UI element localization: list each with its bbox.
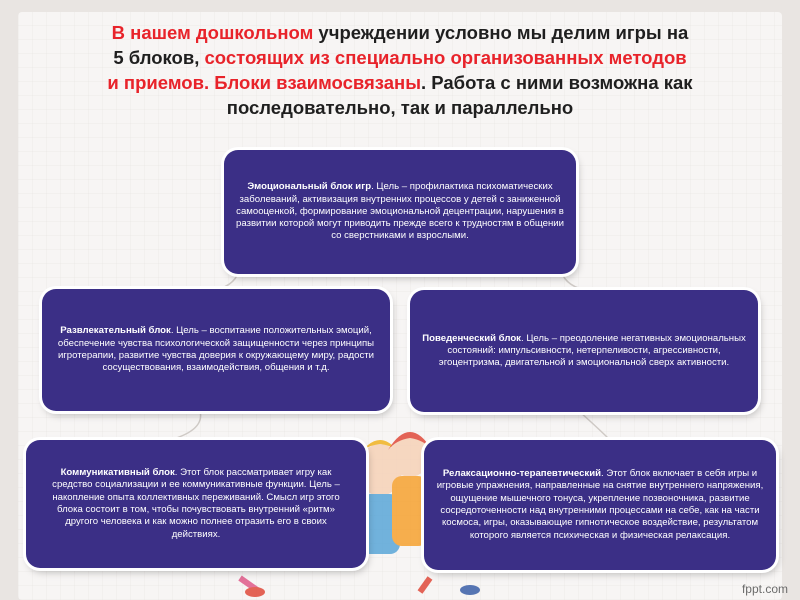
title-part4-black: последовательно, так и параллельно xyxy=(226,97,574,118)
slide-title xyxy=(40,20,760,120)
relaxation-block xyxy=(424,440,776,570)
behavioral-block-text: . Цель – преодоление негативных эмоциональных состояний: импульсивности, нетерпеливости, агрессивности, эгоцентризма, двигательной и эмоциональной сверх активности. xyxy=(438,332,746,369)
emotional-block xyxy=(224,150,576,274)
relaxation-block-name: Релаксационно-терапевтический xyxy=(442,468,602,480)
title-part1-black: учреждении условно мы делим игры на xyxy=(313,22,689,43)
behavioral-block-name: Поведенческий блок xyxy=(422,332,521,344)
watermark: fppt.com xyxy=(741,582,788,596)
behavioral-block xyxy=(410,290,758,412)
title-part3-black: . Работа с ними возможна как xyxy=(421,72,693,93)
title-part1-red: В нашем дошкольном xyxy=(111,22,314,43)
title-part3-red: и приемов. Блоки взаимосвязаны xyxy=(107,72,422,93)
title-part2-red: состоящих из специально организованных методов xyxy=(204,47,687,68)
communicative-block xyxy=(26,440,366,568)
title-part2-black: 5 блоков, xyxy=(113,47,205,68)
relaxation-block-text: . Этот блок включает в себя игры и игровые упражнения, направленные на снятие внутреннего напряжения, ощущение мышечного тонуса, укрепление позвоночника, развитие сосредоточенности над внутренними процессами на себе, как на части космоса, игры, оказывающие гипнотическое воздействие, результатом которого является психическая и физическая релаксация. xyxy=(436,468,764,541)
emotional-block-text: . Цель – профилактика психоматических заболеваний, активизация внутренних процессов у детей с заниженной самооценкой, формирование эмоциональной децентрации, нарушения в развитии которой могут приводить прежде всего к трудностям в общении со сверстниками и взрослыми. xyxy=(236,181,565,242)
emotional-block-name: Эмоциональный блок игр xyxy=(247,181,372,193)
communicative-block-text: . Этот блок рассматривает игру как средство социализации и ее коммуникативные функции. Цель – накопление опыта коллективных переживаний. Смысл игр этого блока состоит в том, чтобы почувствовать внутренний «ритм» другого человека и как можно полнее отразить его в своих действиях. xyxy=(52,467,340,540)
entertainment-block-text: . Цель – воспитание положительных эмоций, обеспечение чувства психологической защищенности через принципы игротерапии, развитие чувства доверия к окружающему миру, радости сосуществования, взаимодействия, общения и т.д. xyxy=(57,325,375,374)
communicative-block-name: Коммуникативный блок xyxy=(60,467,175,479)
entertainment-block-name: Развлекательный блок xyxy=(60,325,171,337)
entertainment-block xyxy=(42,289,390,411)
